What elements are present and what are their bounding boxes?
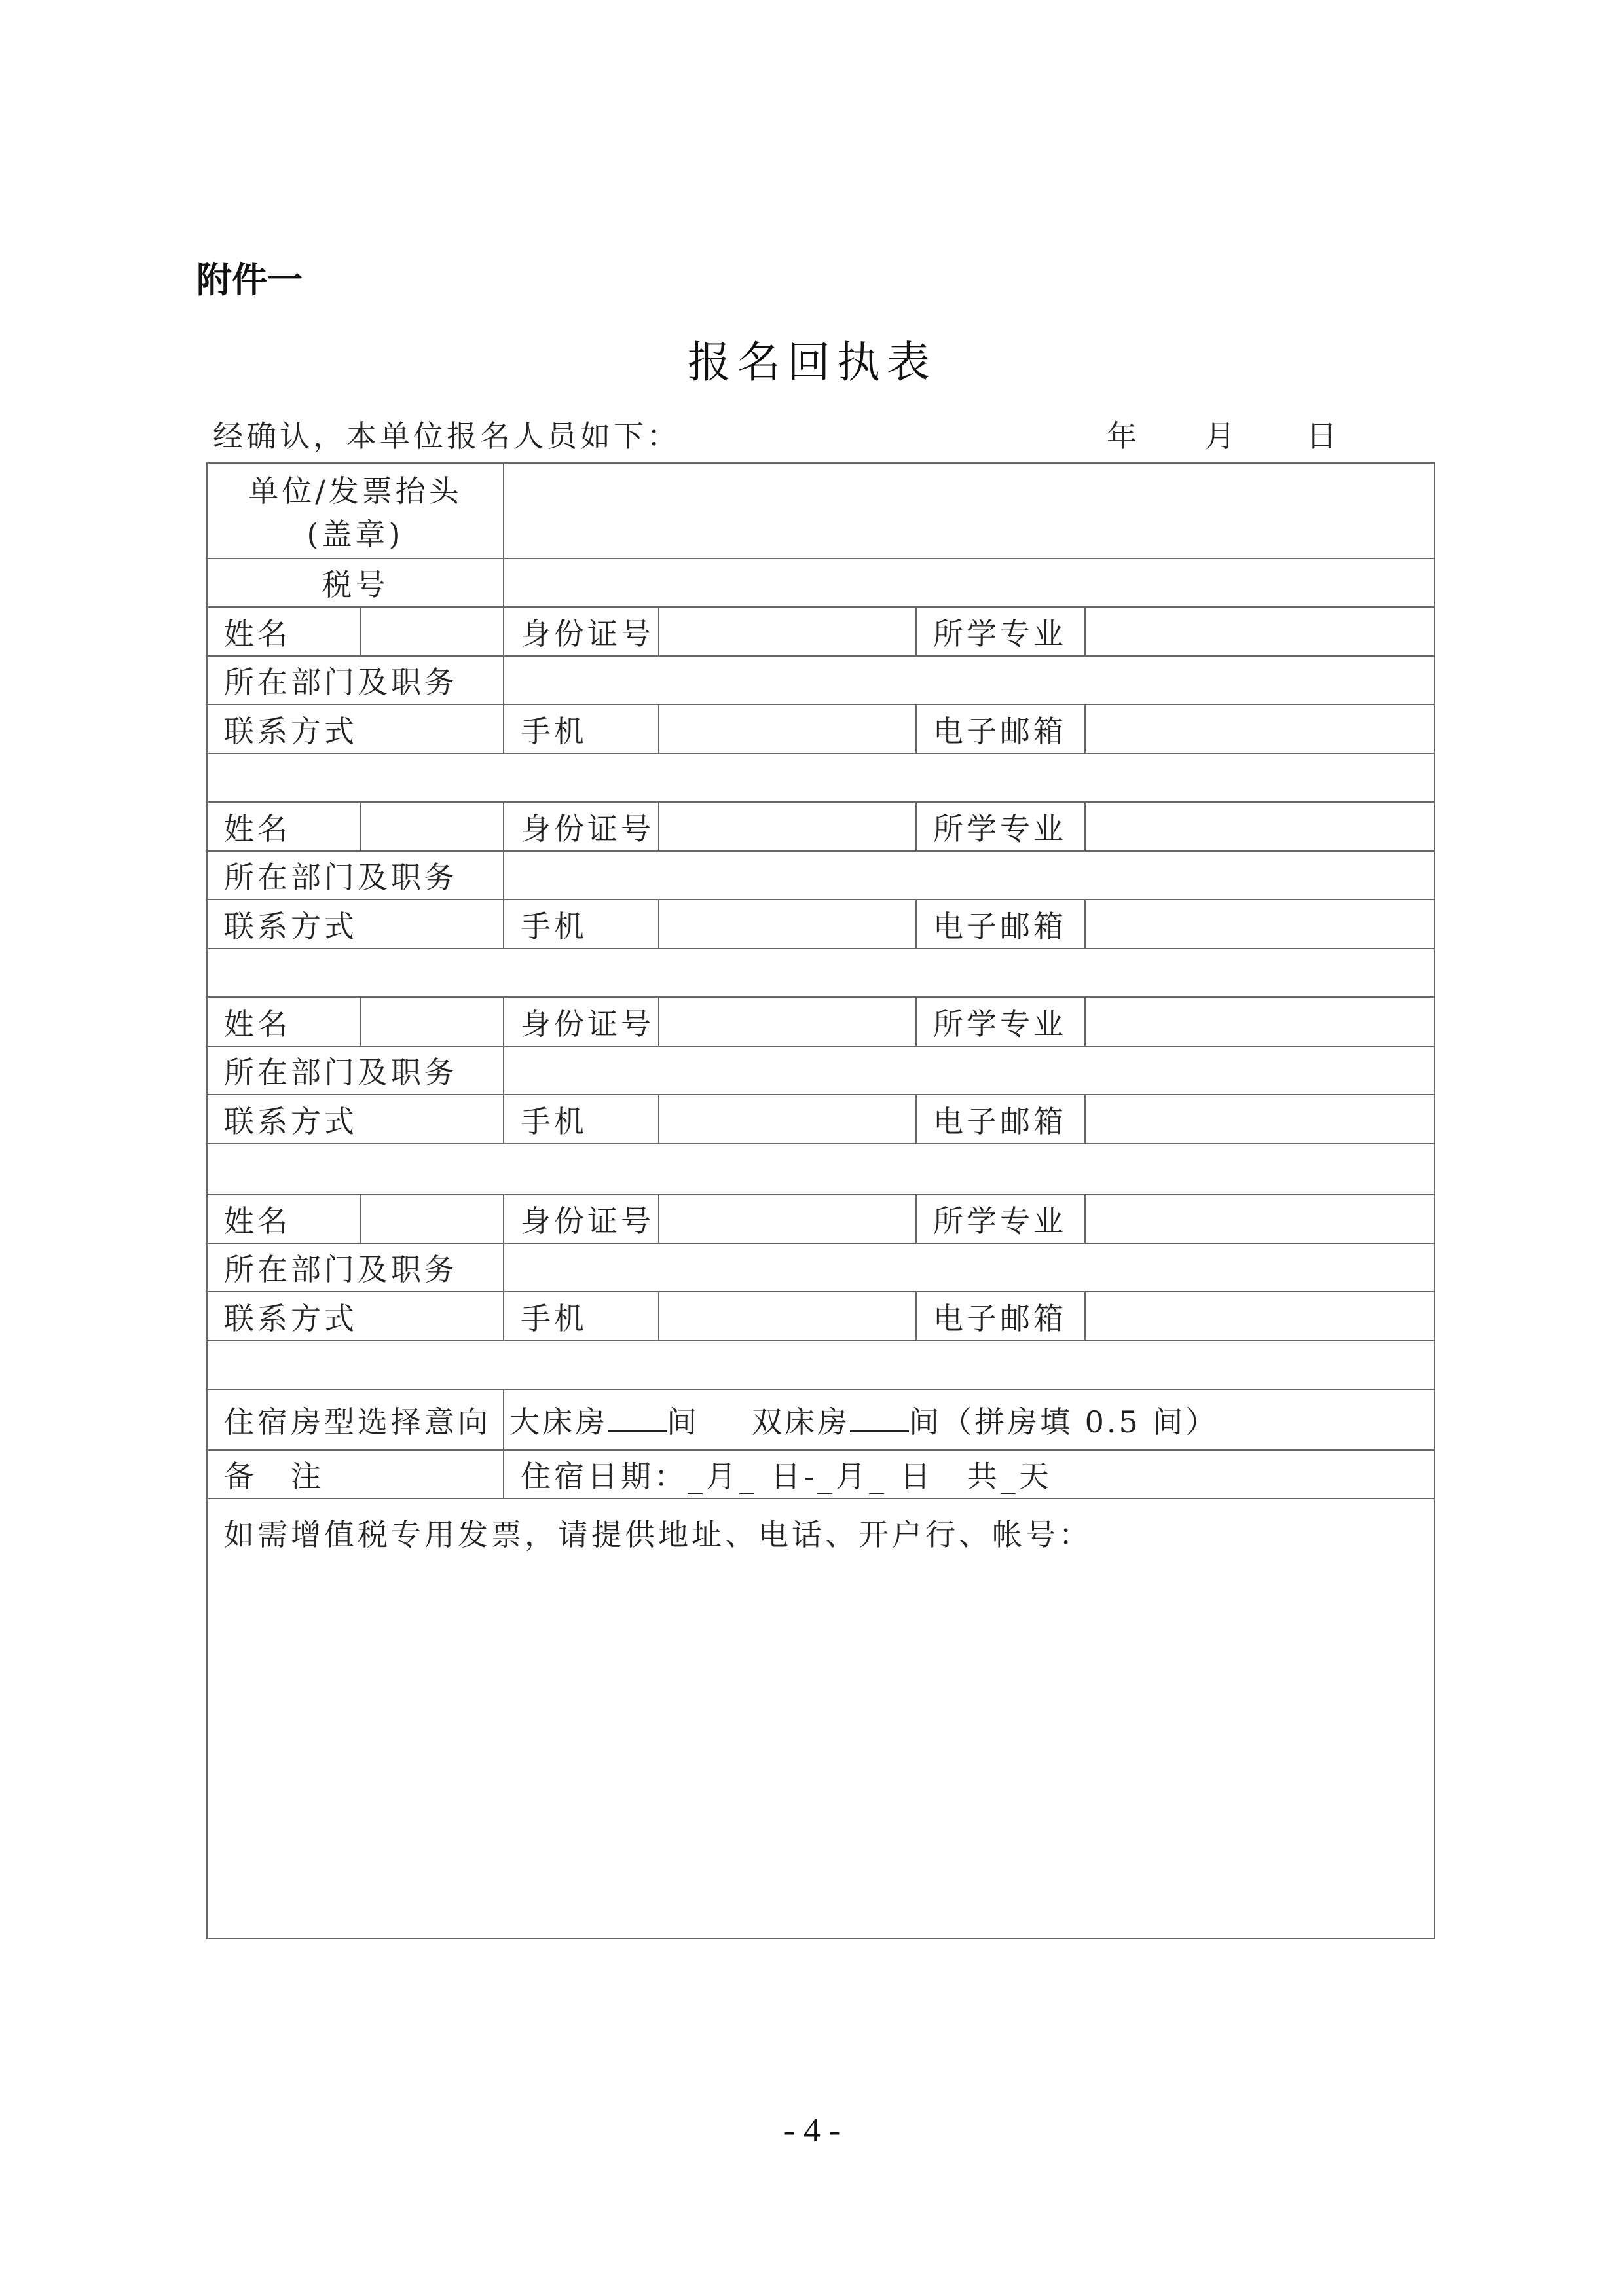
email-value-cell[interactable]: [1085, 900, 1435, 949]
spacer-cell: [207, 1341, 1435, 1389]
phone-label: 手机: [504, 1095, 659, 1144]
name-label: 姓名: [207, 802, 361, 851]
id-value-cell[interactable]: [659, 1194, 916, 1243]
spacer-row: [207, 754, 1435, 802]
unit-row: [207, 463, 1435, 558]
seal-label: (盖章): [306, 517, 404, 552]
dept-label: 所在部门及职务: [207, 656, 504, 704]
phone-label: 手机: [504, 1292, 659, 1341]
date-line: [1107, 412, 1337, 456]
room-unit-2: 间: [909, 1404, 942, 1440]
name-value-cell[interactable]: [361, 802, 504, 851]
email-label: 电子邮箱: [916, 1095, 1085, 1144]
id-label: 身份证号: [504, 1194, 659, 1243]
room-row: [207, 1389, 1435, 1450]
name-value-cell[interactable]: [361, 1194, 504, 1243]
tax-label: 税号: [207, 558, 504, 607]
twin-bed-label: 双床房: [752, 1404, 850, 1440]
phone-label: 手机: [504, 900, 659, 949]
dept-value-cell[interactable]: [504, 1243, 1435, 1292]
remark-label: 备 注: [207, 1450, 504, 1499]
tax-row: [207, 558, 1435, 607]
major-label: 所学专业: [916, 997, 1085, 1046]
dept-value-cell[interactable]: [504, 851, 1435, 900]
unit-label-cell: [207, 463, 504, 558]
twin-bed-blank[interactable]: [850, 1408, 909, 1432]
email-value-cell[interactable]: [1085, 704, 1435, 754]
registration-table: [206, 462, 1435, 1939]
dept-label: 所在部门及职务: [207, 1243, 504, 1292]
stay-date-cell[interactable]: 住宿日期：_月_ 日-_月_ 日 共_天: [504, 1450, 1435, 1499]
person-row-contact: [207, 1292, 1435, 1341]
person-row-contact: [207, 1095, 1435, 1144]
phone-label: 手机: [504, 704, 659, 754]
spacer-cell: [207, 1144, 1435, 1194]
contact-label: 联系方式: [207, 704, 504, 754]
id-value-cell[interactable]: [659, 607, 916, 656]
page-number: - 4 -: [783, 2112, 841, 2149]
room-options-cell[interactable]: [504, 1389, 1435, 1450]
tax-value-cell[interactable]: [504, 558, 1435, 607]
major-value-cell[interactable]: [1085, 997, 1435, 1046]
day-label: 日: [1306, 418, 1337, 454]
contact-label: 联系方式: [207, 900, 504, 949]
id-label: 身份证号: [504, 802, 659, 851]
person-row-dept: [207, 656, 1435, 704]
email-label: 电子邮箱: [916, 704, 1085, 754]
form-title: 报名回执表: [688, 337, 936, 388]
name-value-cell[interactable]: [361, 997, 504, 1046]
dept-label: 所在部门及职务: [207, 1046, 504, 1095]
name-value-cell[interactable]: [361, 607, 504, 656]
vat-info-cell[interactable]: 如需增值税专用发票，请提供地址、电话、开户行、帐号：: [207, 1499, 1435, 1939]
email-label: 电子邮箱: [916, 900, 1085, 949]
spacer-row: [207, 1341, 1435, 1389]
vat-row: [207, 1499, 1435, 1939]
spacer-cell: [207, 949, 1435, 997]
id-label: 身份证号: [504, 997, 659, 1046]
spacer-row: [207, 1144, 1435, 1194]
major-value-cell[interactable]: [1085, 1194, 1435, 1243]
person-row-dept: [207, 1046, 1435, 1095]
phone-value-cell[interactable]: [659, 704, 916, 754]
phone-value-cell[interactable]: [659, 1292, 916, 1341]
unit-label: 单位/发票抬头: [248, 473, 462, 509]
month-label: 月: [1205, 418, 1235, 454]
email-value-cell[interactable]: [1085, 1095, 1435, 1144]
contact-label: 联系方式: [207, 1292, 504, 1341]
person-row-name: [207, 607, 1435, 656]
major-label: 所学专业: [916, 1194, 1085, 1243]
email-value-cell[interactable]: [1085, 1292, 1435, 1341]
dept-label: 所在部门及职务: [207, 851, 504, 900]
spacer-cell: [207, 754, 1435, 802]
person-row-name: [207, 802, 1435, 851]
room-note: （拼房填 0.5 间）: [942, 1404, 1219, 1440]
remark-row: [207, 1450, 1435, 1499]
person-row-contact: [207, 704, 1435, 754]
email-label: 电子邮箱: [916, 1292, 1085, 1341]
big-bed-blank[interactable]: [608, 1408, 667, 1432]
person-row-dept: [207, 851, 1435, 900]
room-unit-1: 间: [667, 1404, 699, 1440]
name-label: 姓名: [207, 1194, 361, 1243]
unit-value-cell[interactable]: [504, 463, 1435, 558]
year-label: 年: [1107, 418, 1137, 454]
id-value-cell[interactable]: [659, 997, 916, 1046]
room-label: 住宿房型选择意向: [207, 1389, 504, 1450]
person-row-name: [207, 997, 1435, 1046]
major-value-cell[interactable]: [1085, 607, 1435, 656]
dept-value-cell[interactable]: [504, 656, 1435, 704]
big-bed-label: 大床房: [509, 1404, 608, 1440]
phone-value-cell[interactable]: [659, 900, 916, 949]
confirm-text: 经确认，本单位报名人员如下：: [213, 418, 680, 454]
person-row-contact: [207, 900, 1435, 949]
major-value-cell[interactable]: [1085, 802, 1435, 851]
name-label: 姓名: [207, 607, 361, 656]
phone-value-cell[interactable]: [659, 1095, 916, 1144]
id-value-cell[interactable]: [659, 802, 916, 851]
spacer-row: [207, 949, 1435, 997]
major-label: 所学专业: [916, 802, 1085, 851]
dept-value-cell[interactable]: [504, 1046, 1435, 1095]
contact-label: 联系方式: [207, 1095, 504, 1144]
person-row-dept: [207, 1243, 1435, 1292]
id-label: 身份证号: [504, 607, 659, 656]
attachment-label: 附件一: [196, 259, 303, 301]
major-label: 所学专业: [916, 607, 1085, 656]
name-label: 姓名: [207, 997, 361, 1046]
person-row-name: [207, 1194, 1435, 1243]
